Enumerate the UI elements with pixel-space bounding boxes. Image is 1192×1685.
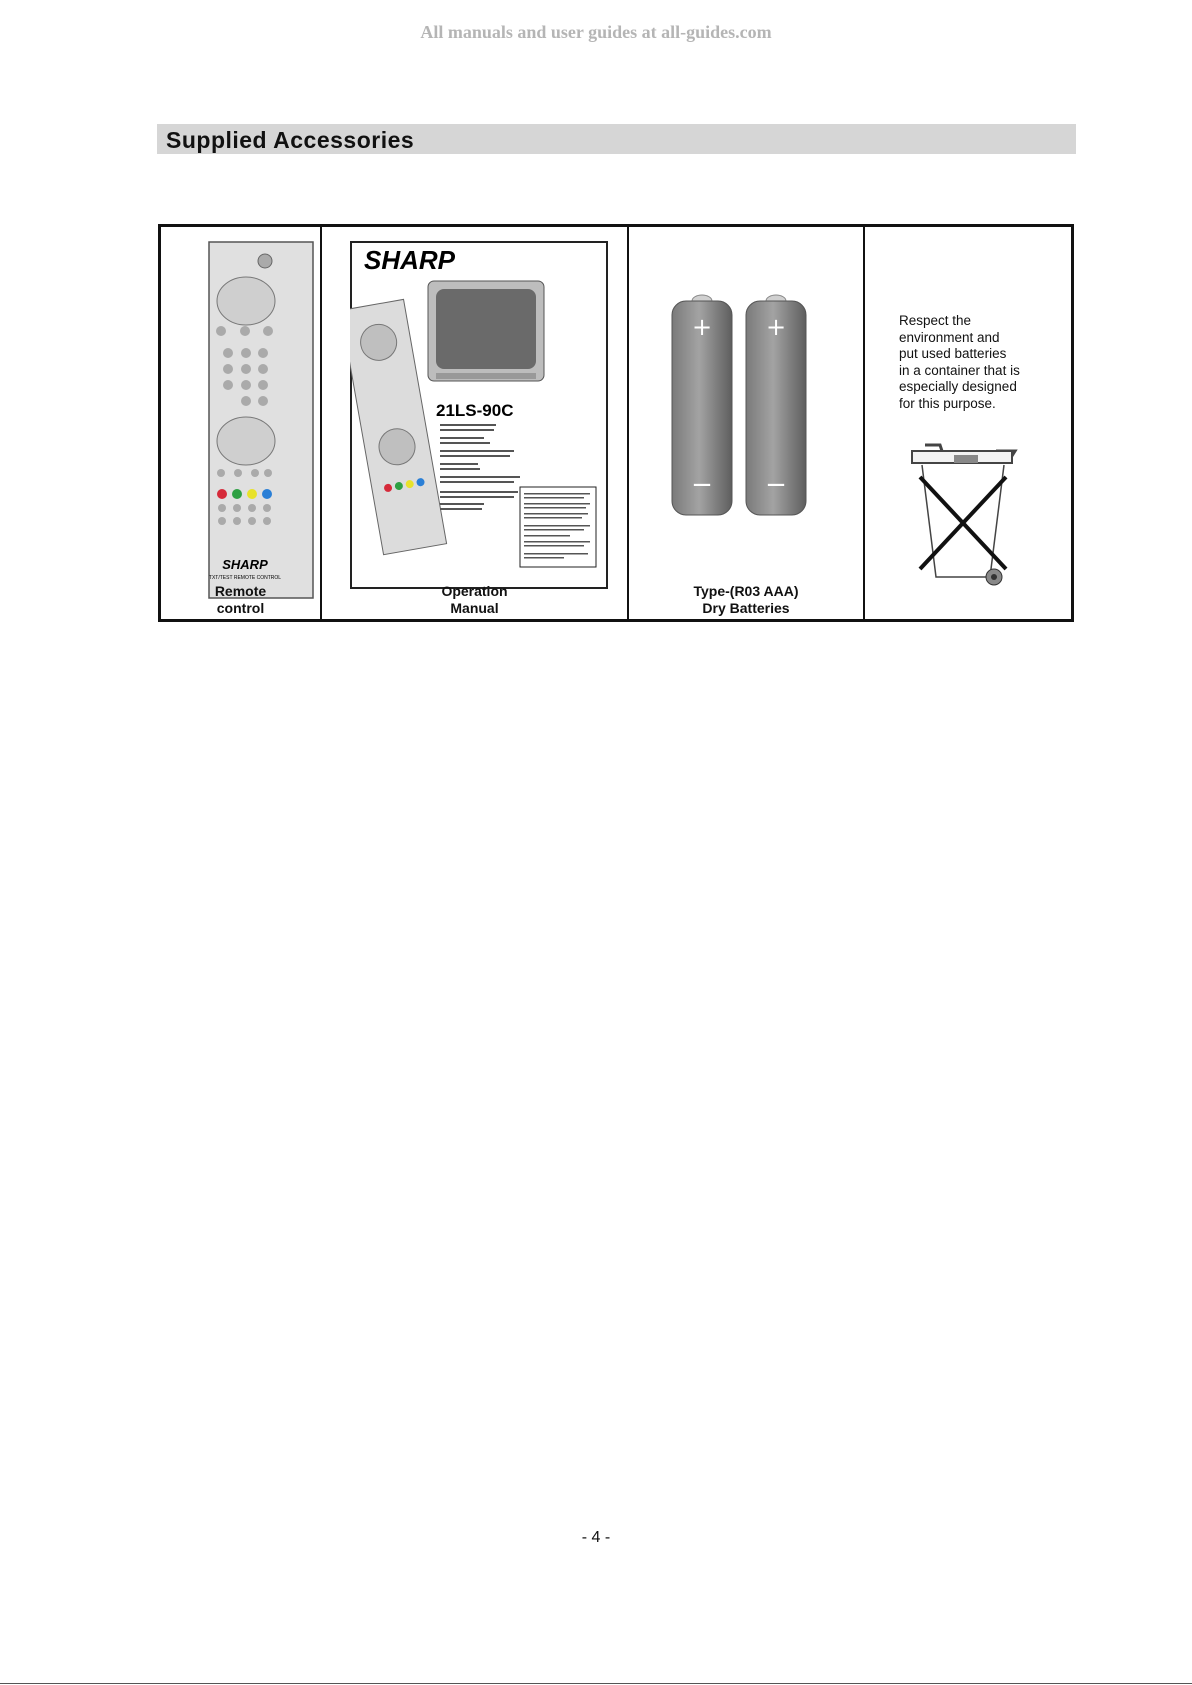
remote-brand-text: SHARP	[222, 557, 268, 572]
accessories-table	[158, 224, 1074, 622]
environment-line: Respect the	[899, 313, 972, 328]
environment-cell	[865, 227, 1071, 619]
manual-caption	[322, 583, 627, 617]
batteries-caption	[629, 583, 863, 617]
accessory-batteries-cell	[629, 227, 865, 619]
caption-line: Operation	[441, 583, 508, 599]
batteries-illustration	[659, 287, 819, 527]
caption-line: Dry Batteries	[702, 600, 790, 616]
accessory-manual-cell	[322, 227, 629, 619]
manual-brand-text: SHARP	[364, 245, 456, 275]
crossed-bin-icon	[910, 437, 1020, 587]
bottom-rule	[0, 1683, 1192, 1684]
caption-line: Remote	[214, 583, 267, 599]
environment-note	[899, 313, 1079, 412]
environment-line: for this purpose.	[899, 395, 996, 411]
battery-icon	[672, 295, 732, 515]
environment-line: environment and	[899, 329, 1000, 345]
caption-line: Type-(R03 AAA)	[693, 583, 799, 599]
section-header	[157, 124, 1076, 154]
manual-illustration	[350, 241, 610, 591]
battery-icon	[746, 295, 806, 515]
manual-model-text: 21LS-90C	[436, 401, 514, 420]
accessory-remote-cell	[161, 227, 322, 619]
caption-line: Manual	[450, 600, 499, 616]
environment-line: in a container that is	[899, 362, 1020, 378]
page-number: - 4 -	[581, 1529, 611, 1546]
svg-text:+: +	[765, 313, 787, 341]
section-title: Supplied Accessories	[166, 127, 415, 153]
svg-text:−: −	[765, 470, 787, 500]
svg-text:−: −	[691, 470, 713, 500]
environment-line: especially designed	[899, 379, 1017, 394]
svg-text:+: +	[691, 313, 713, 341]
remote-caption	[161, 583, 320, 617]
remote-label-text: TXT/TEST REMOTE CONTROL	[208, 575, 282, 581]
caption-line: control	[216, 600, 265, 616]
environment-line: put used batteries	[899, 346, 1007, 361]
remote-control-illustration	[208, 241, 314, 599]
watermark: All manuals and user guides at all-guides.com	[420, 22, 772, 42]
